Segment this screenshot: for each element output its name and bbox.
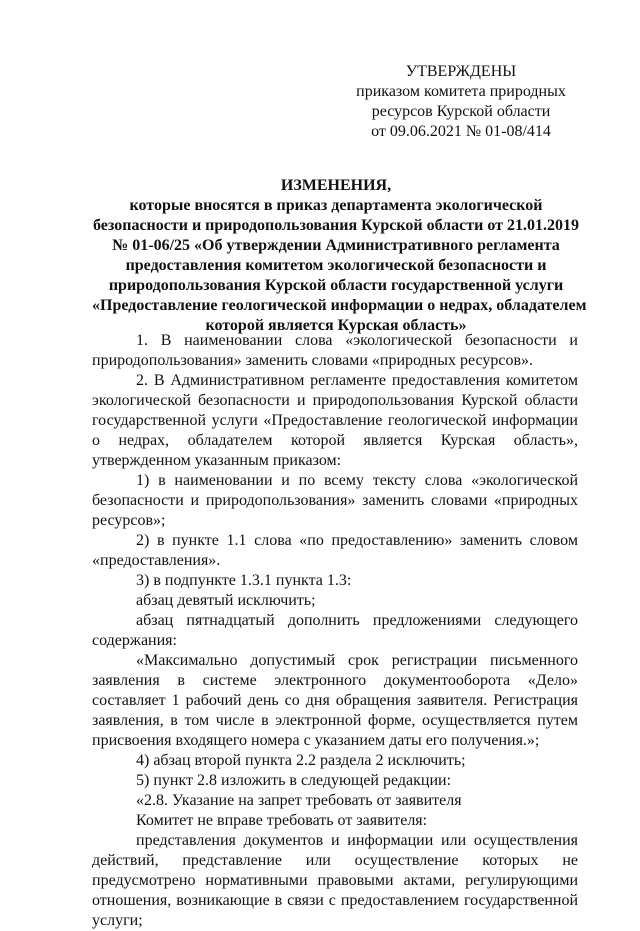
paragraph: «2.8. Указание на запрет требовать от заявителя	[136, 792, 462, 809]
paragraph: 1. В наименовании слова «экологической безопасности и природопользования» заменить словами «природных ресурсов».	[92, 332, 578, 369]
paragraph: 3) в подпункте 1.3.1 пункта 1.3:	[136, 572, 352, 589]
approval-stamp	[318, 62, 604, 142]
approval-date-number: от 09.06.2021 № 01-08/414	[371, 123, 551, 140]
document-title	[92, 176, 587, 336]
paragraph: 4) абзац второй пункта 2.2 раздела 2 исключить;	[136, 752, 466, 769]
title-line: которой является Курская область»	[205, 317, 467, 334]
title-line: которые вносятся в приказ департамента экологической	[129, 197, 543, 214]
paragraph: «Максимально допустимый срок регистрации письменного заявления в системе электронного документооборота «Дело» составляет 1 рабочий день со дня обращения заявителя. Регистрация заявления, в том числе в электронной форме, осуществляется путем присвоения входящего номера с указанием даты его получения.»;	[92, 652, 578, 749]
paragraph: 2. В Административном регламенте предоставления комитетом экологической безопасности и природопользования Курской области государственной услуги «Предоставление геологической информации о недрах, обладателем которой является Курская область», утвержденном указанным приказом:	[92, 372, 578, 469]
title-heading: ИЗМЕНЕНИЯ,	[280, 177, 392, 194]
approval-committee-line: ресурсов Курской области	[371, 103, 551, 120]
approval-heading: УТВЕРЖДЕНЫ	[405, 63, 517, 80]
title-line: безопасности и природопользования Курской области от 21.01.2019	[93, 217, 579, 234]
paragraph: 5) пункт 2.8 изложить в следующей редакции:	[136, 772, 452, 789]
paragraph: абзац пятнадцатый дополнить предложениями следующего содержания:	[92, 612, 578, 649]
title-line: природопользования Курской области государственной услуги	[108, 277, 564, 294]
title-line: № 01-06/25 «Об утверждении Административного регламента	[112, 237, 560, 254]
approval-order-line: приказом комитета природных	[356, 83, 566, 100]
title-line: «Предоставление геологической информации о недрах, обладателем	[92, 297, 587, 314]
paragraph: 2) в пункте 1.1 слова «по предоставлению» заменить словом «предоставления».	[92, 532, 578, 569]
paragraph: абзац девятый исключить;	[136, 592, 316, 609]
paragraph: представления документов и информации или осуществления действий, представление или осуществление которых не предусмотрено нормативными правовыми актами, регулирующими отношения, возникающие в связи с предоставлением государственной услуги;	[92, 832, 578, 929]
paragraph: Комитет не вправе требовать от заявителя:	[136, 812, 428, 829]
document-body	[92, 331, 578, 931]
paragraph: 1) в наименовании и по всему тексту слова «экологической безопасности и природопользования» заменить словами «природных ресурсов»;	[92, 472, 578, 529]
title-line: предоставления комитетом экологической безопасности и	[125, 257, 547, 274]
